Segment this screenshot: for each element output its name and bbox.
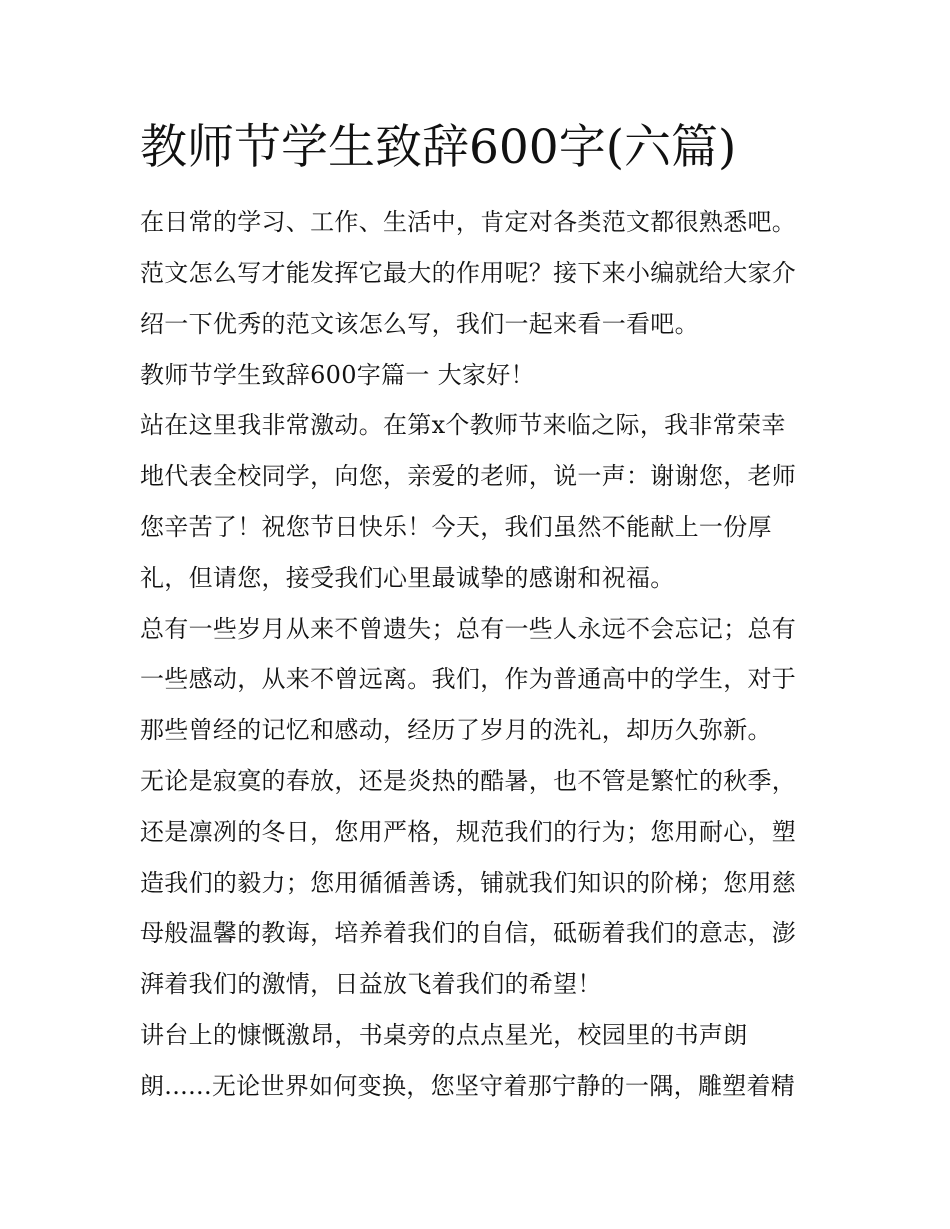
body-line: 总有一些岁月从来不曾遗失；总有一些人永远不会忘记；总有 <box>140 615 797 643</box>
body-line: 造我们的毅力；您用循循善诱，铺就我们知识的阶梯；您用慈 <box>140 869 797 897</box>
body-line: 地代表全校同学，向您，亲爱的老师，说一声：谢谢您，老师 <box>140 462 797 490</box>
body-line: 绍一下优秀的范文该怎么写，我们一起来看一看吧。 <box>140 310 699 338</box>
body-line: 范文怎么写才能发挥它最大的作用呢？接下来小编就给大家介 <box>140 259 797 287</box>
body-line: 一些感动，从来不曾远离。我们，作为普通高中的学生，对于 <box>140 665 797 693</box>
body-line: 教师节学生致辞600字篇一 大家好！ <box>140 361 535 389</box>
body-line: 在日常的学习、工作、生活中，肯定对各类范文都很熟悉吧。 <box>140 208 797 236</box>
body-line: 讲台上的慷慨激昂，书桌旁的点点星光，校园里的书声朗 <box>140 1021 748 1049</box>
body-line: 礼，但请您，接受我们心里最诚挚的感谢和祝福。 <box>140 564 675 592</box>
body-line: 还是凛冽的冬日，您用严格，规范我们的行为；您用耐心，塑 <box>140 818 797 846</box>
body-line: 您辛苦了！祝您节日快乐！今天，我们虽然不能献上一份厚 <box>140 513 772 541</box>
body-line: 湃着我们的激情，日益放飞着我们的希望！ <box>140 970 602 998</box>
body-line: 母般温馨的教诲，培养着我们的自信，砥砺着我们的意志，澎 <box>140 919 797 947</box>
body-line: 朗......无论世界如何变换，您坚守着那宁静的一隅，雕塑着精 <box>140 1072 796 1100</box>
body-line: 站在这里我非常激动。在第x个教师节来临之际，我非常荣幸 <box>140 411 786 439</box>
body-line: 那些曾经的记忆和感动，经历了岁月的洗礼，却历久弥新。 <box>140 716 772 744</box>
body-line: 无论是寂寞的春放，还是炎热的酷暑，也不管是繁忙的秋季， <box>140 767 797 795</box>
document-title: 教师节学生致辞600字(六篇) <box>140 120 737 175</box>
